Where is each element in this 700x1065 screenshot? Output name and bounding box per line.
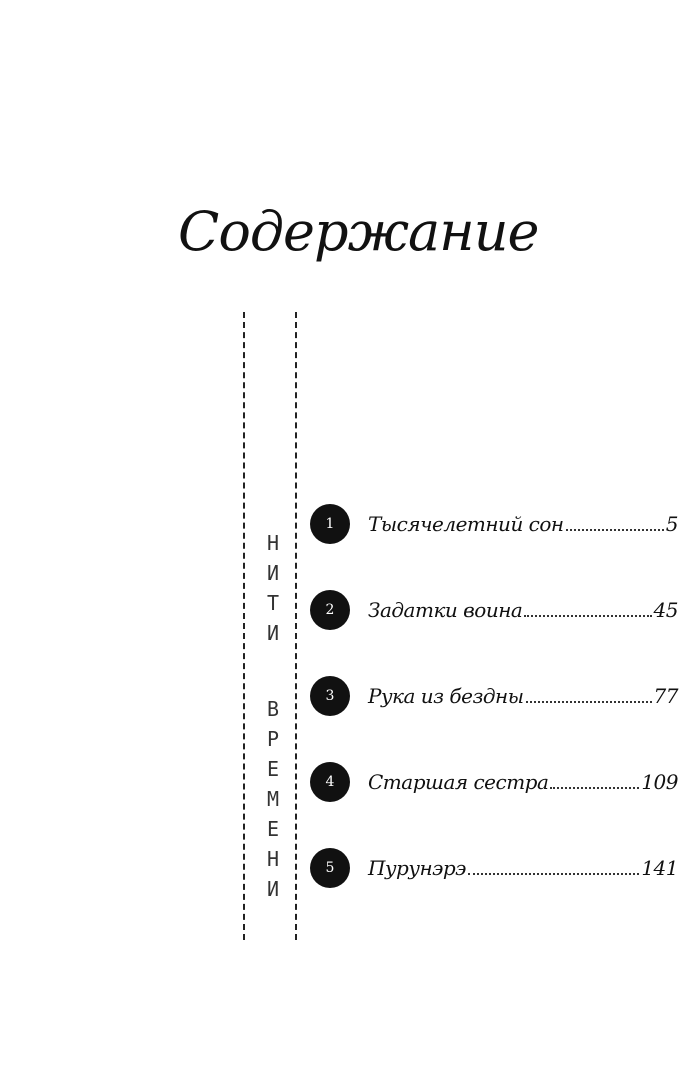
toc-entry-text <box>368 856 678 880</box>
page-number: 5 <box>665 512 678 536</box>
page-title: Содержание <box>178 200 539 263</box>
dot-leader <box>524 615 651 617</box>
page-number: 77 <box>653 684 678 708</box>
dot-leader <box>566 529 664 531</box>
chapter-number-badge: 1 <box>310 504 350 544</box>
page-number: 141 <box>641 856 678 880</box>
vertical-letter: И <box>266 561 280 585</box>
dashed-line-right <box>295 312 297 940</box>
chapter-number-badge: 3 <box>310 676 350 716</box>
toc-entry-5[interactable] <box>310 846 678 890</box>
dashed-line-left <box>243 312 245 940</box>
chapter-title: Тысячелетний сон <box>368 512 564 536</box>
vertical-letter: И <box>266 621 280 645</box>
chapter-number-badge: 2 <box>310 590 350 630</box>
dot-leader <box>550 787 639 789</box>
chapter-title: Пурунэрэ <box>368 856 466 880</box>
toc-entry-text <box>368 684 678 708</box>
toc-entry-text <box>368 770 678 794</box>
chapter-number-badge: 4 <box>310 762 350 802</box>
vertical-letter: Е <box>266 817 280 841</box>
toc-entry-3[interactable] <box>310 674 678 718</box>
vertical-letter: Р <box>266 727 280 751</box>
vertical-letter: И <box>266 877 280 901</box>
toc-entry-text <box>368 512 678 536</box>
chapter-title: Старшая сестра <box>368 770 549 794</box>
chapter-number-badge: 5 <box>310 848 350 888</box>
vertical-word-vremeni <box>258 694 288 904</box>
toc-entry-text <box>368 598 678 622</box>
vertical-letter: Е <box>266 757 280 781</box>
chapter-title: Рука из бездны <box>368 684 524 708</box>
vertical-word-niti <box>258 528 288 648</box>
toc-entry-4[interactable] <box>310 760 678 804</box>
vertical-letter: В <box>266 697 280 721</box>
vertical-letter: М <box>266 787 280 811</box>
vertical-letter: Т <box>266 591 280 615</box>
toc-entry-2[interactable] <box>310 588 678 632</box>
page-number: 45 <box>653 598 678 622</box>
dot-leader <box>468 873 639 875</box>
dot-leader <box>526 701 652 703</box>
toc-entry-1[interactable] <box>310 502 678 546</box>
chapter-title: Задатки воина <box>368 598 523 622</box>
vertical-letter: Н <box>266 847 280 871</box>
page-number: 109 <box>641 770 678 794</box>
vertical-letter: Н <box>266 531 280 555</box>
